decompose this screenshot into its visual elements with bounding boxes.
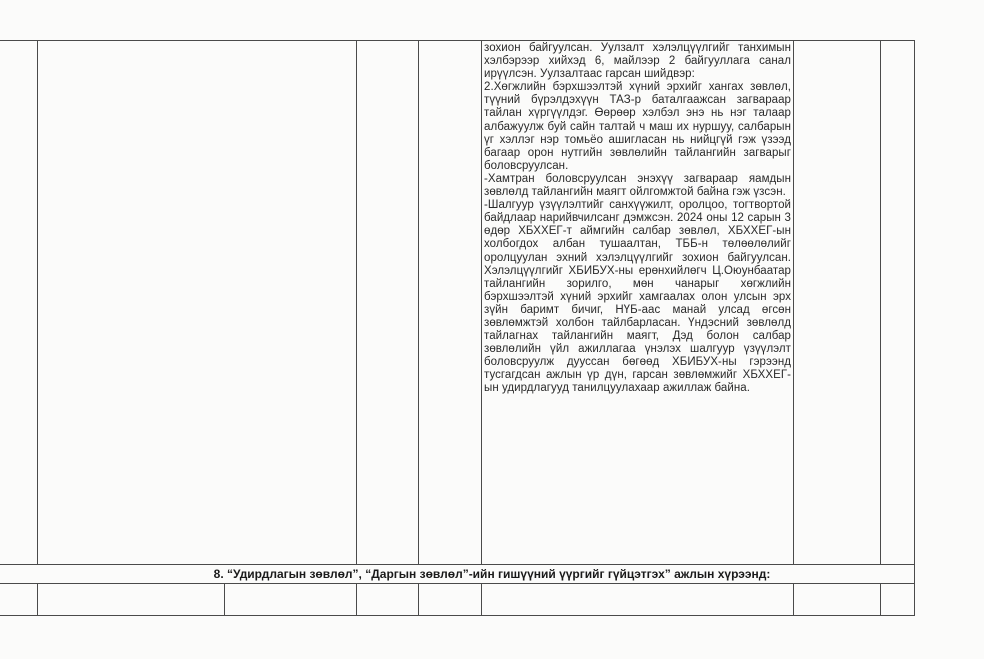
bottom-column-line-7 <box>880 583 881 615</box>
report-text-cell <box>484 42 791 396</box>
bottom-column-line-2 <box>224 583 225 615</box>
column-line-3 <box>418 40 419 564</box>
bottom-column-line-6 <box>793 583 794 615</box>
report-paragraph-2: 2.Хөгжлийн бэрхшээлтэй хүний эрхийг хангах зөвлөл, түүний бүрэлдэхүүн ТАЗ-р баталгаажсан загвараар тайлан хүргүүлдэг. Өөрөөр хэлбэл энэ нь нэг талаар албажуулж буй сайн талтай ч маш их нуршуу, салбарын үг хэллэг нэр томьёо ашигласан нь нийцгүй гэж үзээд багаар орон нутгийн зөвлөлийн тайлангийн загварыг боловсруулсан. <box>484 81 791 172</box>
bottom-column-line-3 <box>356 583 357 615</box>
report-paragraph-4: -Шалгуур үзүүлэлтийг санхүүжилт, оролцоо, тогтвортой байдлаар нарийвчилсанг дэмжсэн. 2024 оны 12 сарын 3 өдөр ХБХХЕГ-т аймгийн салбар зөвлөл, ХБХХЕГ-ын холбогдох албан тушаалтан, ТББ-н төлөөлөлийг оролцуулан эхний хэлэлцүүлгийг зохион байгуулсан. Хэлэлцүүлгийг ХБИБУХ-ны ерөнхийлөгч Ц.Оюунбаатар тайлангийн зорилго, мөн чанарыг хөгжлийн бэрхшээлтэй хүний эрхийг хамгаалах олон улсын эрх зүйн баримт бичиг, НҮБ-аас манай улсад өгсөн зөвлөмжтэй холбон тайлбарласан. Үндэсний зөвлөлд тайлагнах тайлангийн маягт, Дэд болон салбар зөвлөлийн үйл ажиллагаа үнэлэх шалгуур үзүүлэлт боловсруулж дууссан бөгөөд ХБИБУХ-ны гэрээнд тусгагдсан ажлын үр дүн, гарсан зөвлөмжийг ХБХХЕГ-ын удирдлагууд танилцуулахаар ажиллаж байна. <box>484 199 791 395</box>
column-line-4 <box>481 40 482 564</box>
section-8-heading: 8. “Удирдлагын зөвлөл”, “Даргын зөвлөл”-ийн гишүүний үүргийг гүйцэтгэх” ажлын хүрээнд: <box>213 567 771 581</box>
column-line-2 <box>356 40 357 564</box>
report-paragraph-3: -Хамтран боловсруулсан энэхүү загвараар яамдын зөвлөлд тайлангийн маягт ойлгомжтой байна гэж үзсэн. <box>484 172 791 199</box>
row-divider-section <box>0 583 915 584</box>
column-line-6 <box>880 40 881 564</box>
report-paragraph-1: зохион байгуулсан. Уулзалт хэлэлцүүлгийг танхимын хэлбэрээр хийхэд 6, майлээр 2 байгууллага санал ирүүлсэн. Уулзалтаас гарсан шийдвэр: <box>484 42 791 81</box>
column-line-5 <box>793 40 794 564</box>
bottom-column-line-5 <box>481 583 482 615</box>
table-right-border <box>914 40 915 616</box>
bottom-column-line-1 <box>37 583 38 615</box>
bottom-column-line-4 <box>418 583 419 615</box>
table-top-border <box>0 40 915 41</box>
table-bottom-border <box>0 615 915 616</box>
column-line-1 <box>37 40 38 564</box>
